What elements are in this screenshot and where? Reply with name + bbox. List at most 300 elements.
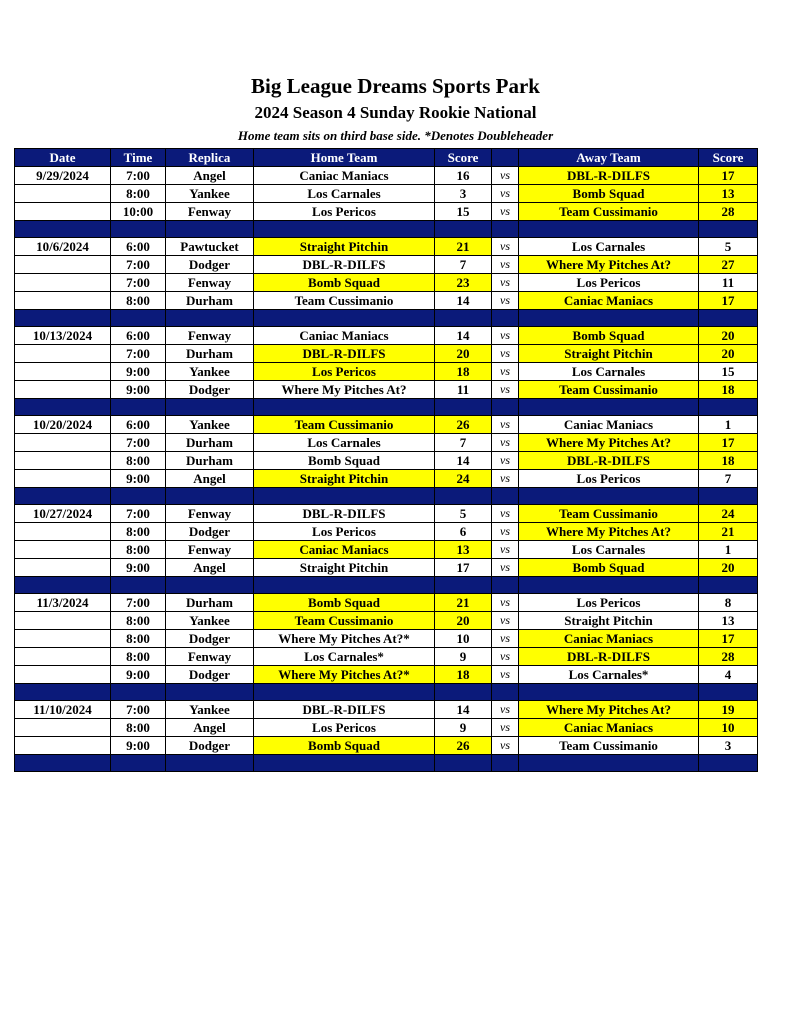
col-header-time: Time	[111, 149, 166, 167]
game-date-empty	[15, 559, 111, 577]
game-row	[15, 238, 758, 256]
separator-cell	[435, 310, 492, 327]
week-separator-row	[15, 684, 758, 701]
game-row	[15, 203, 758, 221]
game-row	[15, 594, 758, 612]
away-team: Where My Pitches At?	[519, 523, 699, 541]
separator-cell	[435, 221, 492, 238]
home-team: DBL-R-DILFS	[254, 256, 435, 274]
versus-label: vs	[492, 470, 519, 488]
home-team: Straight Pitchin	[254, 238, 435, 256]
separator-cell	[166, 310, 254, 327]
home-team: Los Pericos	[254, 719, 435, 737]
game-replica: Fenway	[166, 648, 254, 666]
home-score: 21	[435, 238, 492, 256]
versus-label: vs	[492, 434, 519, 452]
schedule-note: Home team sits on third base side. *Denotes Doubleheader	[237, 128, 554, 143]
home-team: Caniac Maniacs	[254, 541, 435, 559]
versus-label: vs	[492, 648, 519, 666]
game-replica: Durham	[166, 452, 254, 470]
col-header-home-team: Home Team	[254, 149, 435, 167]
separator-cell	[15, 399, 111, 416]
home-score: 18	[435, 363, 492, 381]
home-score: 26	[435, 416, 492, 434]
separator-cell	[166, 577, 254, 594]
game-time: 9:00	[111, 559, 166, 577]
away-team: Where My Pitches At?	[519, 434, 699, 452]
game-date-empty	[15, 612, 111, 630]
separator-cell	[254, 310, 435, 327]
separator-cell	[166, 399, 254, 416]
game-date: 9/29/2024	[15, 167, 111, 185]
game-time: 8:00	[111, 452, 166, 470]
home-team: Los Carnales*	[254, 648, 435, 666]
away-team: Los Carnales	[519, 238, 699, 256]
separator-cell	[435, 577, 492, 594]
home-score: 24	[435, 470, 492, 488]
game-date-empty	[15, 363, 111, 381]
game-replica: Durham	[166, 292, 254, 310]
separator-cell	[435, 755, 492, 772]
col-header-away-team: Away Team	[519, 149, 699, 167]
game-replica: Dodger	[166, 666, 254, 684]
away-score: 20	[699, 345, 758, 363]
home-score: 5	[435, 505, 492, 523]
home-score: 14	[435, 701, 492, 719]
versus-label: vs	[492, 523, 519, 541]
game-row	[15, 452, 758, 470]
away-score: 20	[699, 327, 758, 345]
game-date-empty	[15, 737, 111, 755]
game-date-empty	[15, 719, 111, 737]
versus-label: vs	[492, 345, 519, 363]
home-score: 18	[435, 666, 492, 684]
game-replica: Angel	[166, 559, 254, 577]
versus-label: vs	[492, 594, 519, 612]
home-team: Los Carnales	[254, 434, 435, 452]
schedule-body	[15, 167, 758, 772]
away-team: Where My Pitches At?	[519, 256, 699, 274]
home-score: 20	[435, 612, 492, 630]
away-score: 7	[699, 470, 758, 488]
game-row	[15, 185, 758, 203]
game-row	[15, 381, 758, 399]
game-row	[15, 345, 758, 363]
home-score: 20	[435, 345, 492, 363]
game-date-empty	[15, 203, 111, 221]
away-score: 17	[699, 630, 758, 648]
versus-label: vs	[492, 203, 519, 221]
versus-label: vs	[492, 666, 519, 684]
game-row	[15, 541, 758, 559]
game-date-empty	[15, 666, 111, 684]
game-date: 10/27/2024	[15, 505, 111, 523]
separator-cell	[166, 488, 254, 505]
separator-cell	[435, 488, 492, 505]
week-separator-row	[15, 577, 758, 594]
game-replica: Yankee	[166, 416, 254, 434]
separator-cell	[699, 310, 758, 327]
away-score: 21	[699, 523, 758, 541]
game-date-empty	[15, 470, 111, 488]
away-score: 17	[699, 292, 758, 310]
separator-cell	[699, 399, 758, 416]
separator-cell	[519, 488, 699, 505]
away-score: 5	[699, 238, 758, 256]
game-replica: Dodger	[166, 381, 254, 399]
away-score: 17	[699, 434, 758, 452]
game-time: 6:00	[111, 238, 166, 256]
col-header-vs	[492, 149, 519, 167]
separator-cell	[492, 399, 519, 416]
game-time: 8:00	[111, 648, 166, 666]
game-time: 8:00	[111, 630, 166, 648]
home-score: 3	[435, 185, 492, 203]
away-score: 11	[699, 274, 758, 292]
home-score: 14	[435, 292, 492, 310]
game-row	[15, 630, 758, 648]
separator-cell	[519, 577, 699, 594]
game-time: 8:00	[111, 523, 166, 541]
versus-label: vs	[492, 185, 519, 203]
game-replica: Dodger	[166, 737, 254, 755]
game-replica: Fenway	[166, 274, 254, 292]
away-team: Bomb Squad	[519, 327, 699, 345]
game-replica: Angel	[166, 167, 254, 185]
game-time: 9:00	[111, 363, 166, 381]
game-row	[15, 416, 758, 434]
separator-cell	[166, 221, 254, 238]
week-separator-row	[15, 755, 758, 772]
away-score: 3	[699, 737, 758, 755]
away-score: 20	[699, 559, 758, 577]
away-team: Caniac Maniacs	[519, 292, 699, 310]
game-time: 9:00	[111, 737, 166, 755]
table-header-row	[15, 149, 758, 167]
home-score: 17	[435, 559, 492, 577]
game-replica: Durham	[166, 345, 254, 363]
versus-label: vs	[492, 630, 519, 648]
separator-cell	[15, 577, 111, 594]
separator-cell	[492, 755, 519, 772]
game-row	[15, 327, 758, 345]
separator-cell	[435, 684, 492, 701]
game-time: 9:00	[111, 470, 166, 488]
away-team: Team Cussimanio	[519, 737, 699, 755]
versus-label: vs	[492, 719, 519, 737]
separator-cell	[699, 684, 758, 701]
away-score: 28	[699, 648, 758, 666]
away-score: 1	[699, 541, 758, 559]
away-score: 15	[699, 363, 758, 381]
versus-label: vs	[492, 559, 519, 577]
versus-label: vs	[492, 701, 519, 719]
separator-cell	[254, 755, 435, 772]
game-replica: Angel	[166, 470, 254, 488]
game-row	[15, 167, 758, 185]
separator-cell	[166, 755, 254, 772]
away-score: 8	[699, 594, 758, 612]
game-replica: Dodger	[166, 256, 254, 274]
away-team: Los Pericos	[519, 594, 699, 612]
game-date-empty	[15, 345, 111, 363]
away-team: Straight Pitchin	[519, 345, 699, 363]
game-time: 7:00	[111, 345, 166, 363]
game-date: 11/10/2024	[15, 701, 111, 719]
away-team: Bomb Squad	[519, 185, 699, 203]
game-replica: Yankee	[166, 612, 254, 630]
home-team: Los Pericos	[254, 363, 435, 381]
week-separator-row	[15, 488, 758, 505]
home-team: Caniac Maniacs	[254, 167, 435, 185]
game-replica: Fenway	[166, 327, 254, 345]
versus-label: vs	[492, 381, 519, 399]
game-row	[15, 523, 758, 541]
away-team: Team Cussimanio	[519, 505, 699, 523]
home-score: 21	[435, 594, 492, 612]
separator-cell	[254, 577, 435, 594]
home-team: Where My Pitches At?*	[254, 666, 435, 684]
game-replica: Angel	[166, 719, 254, 737]
game-date-empty	[15, 381, 111, 399]
home-score: 16	[435, 167, 492, 185]
home-team: Straight Pitchin	[254, 559, 435, 577]
away-score: 1	[699, 416, 758, 434]
separator-cell	[492, 488, 519, 505]
game-row	[15, 666, 758, 684]
game-time: 6:00	[111, 416, 166, 434]
away-team: Los Pericos	[519, 470, 699, 488]
game-replica: Yankee	[166, 185, 254, 203]
versus-label: vs	[492, 612, 519, 630]
separator-cell	[111, 755, 166, 772]
game-date-empty	[15, 434, 111, 452]
away-team: Los Pericos	[519, 274, 699, 292]
game-time: 8:00	[111, 612, 166, 630]
away-score: 24	[699, 505, 758, 523]
home-team: Team Cussimanio	[254, 292, 435, 310]
home-team: Caniac Maniacs	[254, 327, 435, 345]
home-team: Los Carnales	[254, 185, 435, 203]
separator-cell	[15, 310, 111, 327]
home-score: 13	[435, 541, 492, 559]
away-team: Where My Pitches At?	[519, 701, 699, 719]
home-team: Bomb Squad	[254, 452, 435, 470]
col-header-replica: Replica	[166, 149, 254, 167]
game-row	[15, 719, 758, 737]
game-row	[15, 256, 758, 274]
game-replica: Yankee	[166, 701, 254, 719]
game-date: 11/3/2024	[15, 594, 111, 612]
separator-cell	[519, 310, 699, 327]
col-header-away-score: Score	[699, 149, 758, 167]
game-row	[15, 274, 758, 292]
away-team: DBL-R-DILFS	[519, 452, 699, 470]
game-row	[15, 292, 758, 310]
versus-label: vs	[492, 167, 519, 185]
page-title: Big League Dreams Sports Park	[251, 74, 540, 98]
home-team: Bomb Squad	[254, 737, 435, 755]
versus-label: vs	[492, 363, 519, 381]
home-team: Straight Pitchin	[254, 470, 435, 488]
game-time: 8:00	[111, 292, 166, 310]
home-score: 9	[435, 719, 492, 737]
home-team: DBL-R-DILFS	[254, 505, 435, 523]
home-team: Bomb Squad	[254, 274, 435, 292]
home-score: 14	[435, 452, 492, 470]
game-date-empty	[15, 523, 111, 541]
versus-label: vs	[492, 505, 519, 523]
week-separator-row	[15, 310, 758, 327]
game-replica: Fenway	[166, 541, 254, 559]
versus-label: vs	[492, 737, 519, 755]
game-time: 7:00	[111, 701, 166, 719]
game-row	[15, 363, 758, 381]
game-date-empty	[15, 256, 111, 274]
home-score: 14	[435, 327, 492, 345]
separator-cell	[15, 755, 111, 772]
home-score: 7	[435, 434, 492, 452]
game-row	[15, 434, 758, 452]
col-header-home-score: Score	[435, 149, 492, 167]
game-time: 9:00	[111, 666, 166, 684]
away-score: 18	[699, 452, 758, 470]
home-score: 23	[435, 274, 492, 292]
separator-cell	[699, 488, 758, 505]
game-row	[15, 701, 758, 719]
game-row	[15, 612, 758, 630]
separator-cell	[699, 755, 758, 772]
home-score: 11	[435, 381, 492, 399]
versus-label: vs	[492, 292, 519, 310]
game-row	[15, 559, 758, 577]
away-team: Los Carnales*	[519, 666, 699, 684]
separator-cell	[111, 399, 166, 416]
versus-label: vs	[492, 541, 519, 559]
page-subtitle: 2024 Season 4 Sunday Rookie National	[254, 103, 537, 122]
separator-cell	[111, 310, 166, 327]
versus-label: vs	[492, 256, 519, 274]
game-date: 10/13/2024	[15, 327, 111, 345]
separator-cell	[15, 221, 111, 238]
game-replica: Pawtucket	[166, 238, 254, 256]
game-replica: Yankee	[166, 363, 254, 381]
game-replica: Dodger	[166, 630, 254, 648]
game-row	[15, 737, 758, 755]
game-date: 10/6/2024	[15, 238, 111, 256]
game-time: 7:00	[111, 167, 166, 185]
separator-cell	[111, 577, 166, 594]
home-score: 9	[435, 648, 492, 666]
home-team: Los Pericos	[254, 203, 435, 221]
away-score: 13	[699, 185, 758, 203]
away-team: DBL-R-DILFS	[519, 648, 699, 666]
game-time: 7:00	[111, 274, 166, 292]
game-row	[15, 470, 758, 488]
away-score: 13	[699, 612, 758, 630]
separator-cell	[254, 684, 435, 701]
game-replica: Dodger	[166, 523, 254, 541]
game-date-empty	[15, 185, 111, 203]
separator-cell	[111, 488, 166, 505]
separator-cell	[519, 399, 699, 416]
away-team: Straight Pitchin	[519, 612, 699, 630]
home-team: Los Pericos	[254, 523, 435, 541]
game-replica: Fenway	[166, 505, 254, 523]
away-team: Bomb Squad	[519, 559, 699, 577]
separator-cell	[15, 488, 111, 505]
home-score: 6	[435, 523, 492, 541]
week-separator-row	[15, 221, 758, 238]
versus-label: vs	[492, 416, 519, 434]
versus-label: vs	[492, 452, 519, 470]
game-time: 8:00	[111, 185, 166, 203]
away-team: Team Cussimanio	[519, 203, 699, 221]
separator-cell	[699, 577, 758, 594]
separator-cell	[519, 684, 699, 701]
home-team: DBL-R-DILFS	[254, 345, 435, 363]
home-team: Where My Pitches At?	[254, 381, 435, 399]
home-team: Where My Pitches At?*	[254, 630, 435, 648]
game-date-empty	[15, 292, 111, 310]
game-time: 8:00	[111, 719, 166, 737]
game-time: 7:00	[111, 594, 166, 612]
away-score: 18	[699, 381, 758, 399]
home-score: 15	[435, 203, 492, 221]
home-score: 10	[435, 630, 492, 648]
away-team: Caniac Maniacs	[519, 416, 699, 434]
home-score: 7	[435, 256, 492, 274]
separator-cell	[492, 310, 519, 327]
separator-cell	[435, 399, 492, 416]
away-team: DBL-R-DILFS	[519, 167, 699, 185]
separator-cell	[111, 684, 166, 701]
separator-cell	[166, 684, 254, 701]
game-replica: Durham	[166, 594, 254, 612]
away-score: 17	[699, 167, 758, 185]
col-header-date: Date	[15, 149, 111, 167]
game-time: 7:00	[111, 434, 166, 452]
away-score: 27	[699, 256, 758, 274]
away-score: 19	[699, 701, 758, 719]
game-replica: Fenway	[166, 203, 254, 221]
home-team: DBL-R-DILFS	[254, 701, 435, 719]
game-time: 7:00	[111, 256, 166, 274]
schedule-table	[14, 148, 758, 772]
game-date-empty	[15, 648, 111, 666]
home-team: Team Cussimanio	[254, 612, 435, 630]
separator-cell	[519, 221, 699, 238]
game-replica: Durham	[166, 434, 254, 452]
separator-cell	[492, 684, 519, 701]
game-date-empty	[15, 541, 111, 559]
game-row	[15, 505, 758, 523]
away-score: 4	[699, 666, 758, 684]
versus-label: vs	[492, 274, 519, 292]
separator-cell	[519, 755, 699, 772]
week-separator-row	[15, 399, 758, 416]
home-team: Team Cussimanio	[254, 416, 435, 434]
away-team: Los Carnales	[519, 541, 699, 559]
separator-cell	[492, 221, 519, 238]
separator-cell	[699, 221, 758, 238]
away-score: 28	[699, 203, 758, 221]
game-time: 9:00	[111, 381, 166, 399]
game-time: 6:00	[111, 327, 166, 345]
separator-cell	[111, 221, 166, 238]
versus-label: vs	[492, 327, 519, 345]
game-date-empty	[15, 274, 111, 292]
